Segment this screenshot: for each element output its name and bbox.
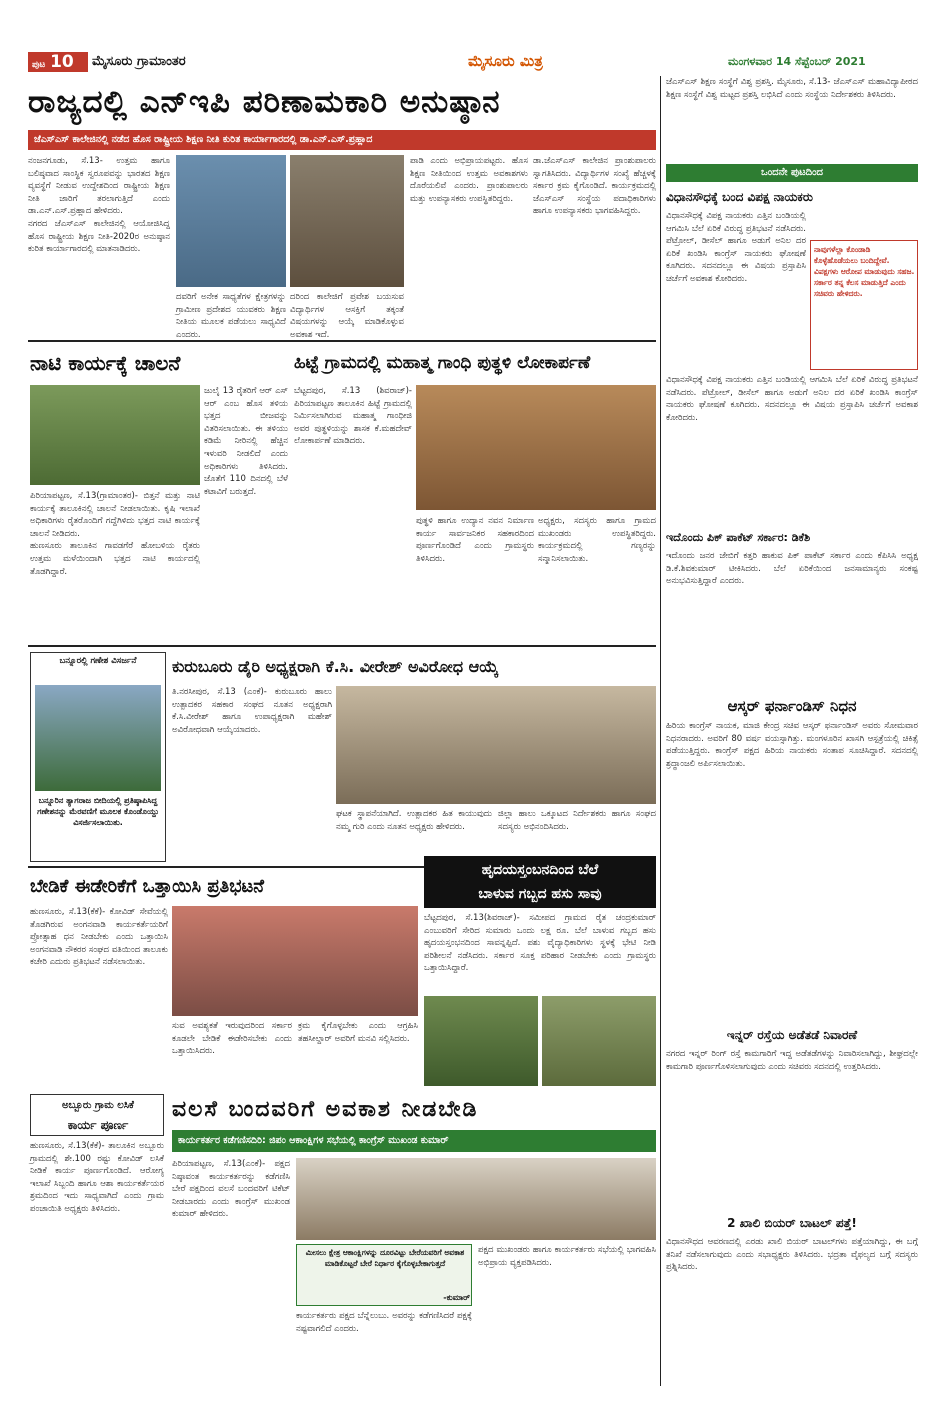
ring-road-body: ನಗರದ ಇನ್ನರ್ ರಿಂಗ್ ರಸ್ತೆ ಕಾಮಗಾರಿಗೆ ಇದ್ದ ಅಡೆತಡೆಗಳನ್ನು ನಿವಾರಿಸಲಾಗಿದ್ದು, ಶೀಘ್ರದಲ್ಲೇ ಕಾಮಗಾರಿ ಪೂರ್ಣಗೊಳಿಸಲಾಗುವುದು ಎಂದು ಸಚಿವರು ಸದನದಲ್ಲಿ ಉತ್ತರಿಸಿದರು. bbox=[666, 1049, 918, 1072]
lead-col3: ದರಿಂದ ಕಾಲೇಜಿಗೆ ಪ್ರವೇಶ ಬಯಸುವ ವಿದ್ಯಾರ್ಥಿಗಳ ಆಸಕ್ತಿಗೆ ತಕ್ಕಂತೆ ವಿಷಯಗಳನ್ನು ಆಯ್ಕೆ ಮಾಡಿಕೊಳ್ಳುವ ಅವಕಾಶ ಇದೆ. bbox=[290, 292, 404, 340]
paddy-body2: ಜುಲೈ 13 ರೈತರಿಗೆ ಆರ್ ಎಸ್ ಆರ್ ಎಂಬ ಹೊಸ ತಳಿಯ ಭತ್ತದ ಬೀಜವನ್ನು ವಿತರಿಸಲಾಯಿತು. ಈ ತಳಿಯು ಕಡಿಮೆ ನೀರಿನಲ್ಲಿ ಹೆಚ್ಚಿನ ಇಳುವರಿ ನೀಡಲಿದೆ ಎಂದು ಅಧಿಕಾರಿಗಳು ತಿಳಿಸಿದರು. ಜೊತೆಗೆ 110 ದಿನದಲ್ಲಿ ಬೆಳೆ ಕಟಾವಿಗೆ ಬರುತ್ತದೆ. bbox=[204, 386, 288, 497]
lead-col4: ಪಾಡಿ ಎಂದು ಅಭಿಪ್ರಾಯಪಟ್ಟರು. ಹೊಸ ಶಿಕ್ಷಣ ನೀತಿಯಿಂದ ಉತ್ತಮ ಅವಕಾಶಗಳು ದೊರೆಯಲಿವೆ ಎಂದರು. ಪ್ರಾಂಶುಪಾಲರು ಮತ್ತು ಉಪನ್ಯಾಸಕರು ಉಪಸ್ಥಿತರಿದ್ದರು. bbox=[410, 156, 528, 204]
lead-col5: ಡಾ.ಜೆಎಸ್‌ಎಸ್ ಕಾಲೇಜಿನ ಪ್ರಾಂಶುಪಾಲರು ಸ್ವಾಗತಿಸಿದರು. ವಿದ್ಯಾರ್ಥಿಗಳ ಸಂಖ್ಯೆ ಹೆಚ್ಚಳಕ್ಕೆ ಸರ್ಕಾರ ಕ್ರಮ ಕೈಗೊಂಡಿದೆ. ಕಾರ್ಯಕ್ರಮದಲ್ಲಿ ಜೆಎಸ್‌ಎಸ್ ಸಂಸ್ಥೆಯ ಪದಾಧಿಕಾರಿಗಳು ಹಾಗೂ ಉಪನ್ಯಾಸಕರು ಭಾಗವಹಿಸಿದ್ದರು. bbox=[533, 156, 656, 217]
ganesha-caption: ಬನ್ನೂರಿನ ತ್ಯಾಗರಾಜ ಬೀದಿಯಲ್ಲಿ ಪ್ರತಿಷ್ಠಾಪಿಸಿದ್ದ ಗಣೇಶನನ್ನು ಮೆರವಣಿಗೆ ಮೂಲಕ ಕೊಂಡೊಯ್ದು ವಿಸರ್ಜಿಸಲಾಯಿತು. bbox=[37, 796, 159, 827]
gandhi-photo bbox=[416, 385, 656, 510]
migrants-col3: ಪಕ್ಷದ ಮುಖಂಡರು ಹಾಗೂ ಕಾರ್ಯಕರ್ತರು ಸಭೆಯಲ್ಲಿ ಭಾಗವಹಿಸಿ ಅಭಿಪ್ರಾಯ ವ್ಯಕ್ತಪಡಿಸಿದರು. bbox=[478, 1245, 656, 1268]
abbur-headline-line1: ಅಬ್ಬೂರು ಗ್ರಾಮ ಲಸಿಕೆ bbox=[62, 1100, 134, 1111]
protest-col3: ಕ್ರಮ ಕೈಗೊಳ್ಳಬೇಕು ಎಂದು ಆಗ್ರಹಿಸಿ ತಹಸೀಲ್ದಾರ್ ಅವರಿಗೆ ಮನವಿ ಸಲ್ಲಿಸಿದರು. bbox=[298, 1021, 418, 1044]
migrants-col1: ಪಿರಿಯಾಪಟ್ಟಣ, ಸೆ.13(ಎಂಕೆ)- ಪಕ್ಷದ ನಿಷ್ಠಾವಂತ ಕಾರ್ಯಕರ್ತರನ್ನು ಕಡೆಗಣಿಸಿ ಬೇರೆ ಪಕ್ಷದಿಂದ ವಲಸೆ ಬಂದವರಿಗೆ ಟಿಕೆಟ್ ನೀಡಬಾರದು ಎಂದು ಕಾಂಗ್ರೆಸ್ ಮುಖಂಡ ಕುಮಾರ್ ಹೇಳಿದರು. bbox=[172, 1159, 290, 1220]
gandhi-col3: ಅಧ್ಯಕ್ಷರು, ಸದಸ್ಯರು ಹಾಗೂ ಗ್ರಾಮದ ಮುಖಂಡರು ಉಪಸ್ಥಿತರಿದ್ದರು. ಕಾರ್ಯಕ್ರಮದಲ್ಲಿ ಗಣ್ಯರನ್ನು ಸನ್ಮಾನಿಸಲಾಯಿತು. bbox=[538, 516, 656, 564]
paddy-body: ಪಿರಿಯಾಪಟ್ಟಣ, ಸೆ.13(ಗ್ರಾಮಾಂತರ)- ಬಿತ್ತನೆ ಮತ್ತು ನಾಟಿ ಕಾರ್ಯಕ್ಕೆ ತಾಲೂಕಿನಲ್ಲಿ ಚಾಲನೆ ನೀಡಲಾಯಿತು. ಕೃಷಿ ಇಲಾಖೆ ಅಧಿಕಾರಿಗಳು ರೈತರೊಂದಿಗೆ ಗದ್ದೆಗಿಳಿದು ಭತ್ತದ ನಾಟಿ ಕಾರ್ಯಕ್ಕೆ ಚಾಲನೆ ನೀಡಿದರು. ಹುಣಸೂರು ತಾಲೂಕಿನ ಗಾವಡಗೆರೆ ಹೋಬಳಿಯ ರೈತರು ಉತ್ತಮ ಮಳೆಯಿಂದಾಗಿ ಭತ್ತದ ನಾಟಿ ಕಾರ್ಯದಲ್ಲಿ ತೊಡಗಿದ್ದಾರೆ. bbox=[30, 491, 200, 577]
migrants-photo bbox=[296, 1158, 656, 1240]
dairy-headline: ಕುರುಬೂರು ಡೈರಿ ಅಧ್ಯಕ್ಷರಾಗಿ ಕೆ.ಸಿ. ವೀರೇಶ್ ಅವಿರೋಧ ಆಯ್ಕೆ bbox=[172, 657, 499, 676]
gandhi-headline: ಹಿಟ್ಟೆ ಗ್ರಾಮದಲ್ಲಿ ಮಹಾತ್ಮ ಗಾಂಧಿ ಪುತ್ಥಳಿ ಲೋಕಾರ್ಪಣೆ bbox=[294, 353, 591, 373]
cow-photo-2 bbox=[542, 996, 656, 1086]
ganesha-photo bbox=[35, 685, 161, 791]
dairy-col2: ಘಟಕ ಸ್ಥಾಪನೆಯಾಗಿದೆ. ಉತ್ಪಾದಕರ ಹಿತ ಕಾಯುವುದು ನಮ್ಮ ಗುರಿ ಎಂದು ನೂತನ ಅಧ್ಯಕ್ಷರು ಹೇಳಿದರು. bbox=[336, 809, 492, 832]
gandhi-col2: ಪುತ್ಥಳಿ ಹಾಗೂ ಉದ್ಯಾನ ನವನ ನಿರ್ಮಾಣ ಕಾರ್ಯ ಸಾರ್ವಜನಿಕರ ಸಹಕಾರದಿಂದ ಪೂರ್ಣಗೊಂಡಿದೆ ಎಂದು ಗ್ರಾಮಸ್ಥರು ತಿಳಿಸಿದರು. bbox=[416, 516, 534, 564]
abbur-body: ಹುಣಸೂರು, ಸೆ.13(ಕೆಕೆ)- ತಾಲೂಕಿನ ಅಬ್ಬೂರು ಗ್ರಾಮದಲ್ಲಿ ಶೇ.100 ರಷ್ಟು ಕೋವಿಡ್ ಲಸಿಕೆ ನೀಡಿಕೆ ಕಾರ್ಯ ಪೂರ್ಣಗೊಂಡಿದೆ. ಆರೋಗ್ಯ ಇಲಾಖೆ ಸಿಬ್ಬಂದಿ ಹಾಗೂ ಆಶಾ ಕಾರ್ಯಕರ್ತೆಯರ ಶ್ರಮದಿಂದ ಇದು ಸಾಧ್ಯವಾಗಿದೆ ಎಂದು ಗ್ರಾಮ ಪಂಚಾಯಿತಿ ಅಧ್ಯಕ್ಷರು ತಿಳಿಸಿದರು. bbox=[30, 1141, 164, 1214]
abbur-headline-box bbox=[30, 1094, 164, 1136]
masthead: ಮೈಸೂರು ಮಿತ್ರ bbox=[468, 52, 543, 70]
assembly-body-cont: ವಿಧಾನಸೌಧಕ್ಕೆ ವಿಪಕ್ಷ ನಾಯಕರು ಎತ್ತಿನ ಬಂಡಿಯಲ್ಲಿ ಆಗಮಿಸಿ ಬೆಲೆ ಏರಿಕೆ ವಿರುದ್ಧ ಪ್ರತಿಭಟನೆ ನಡೆಸಿದರು. ಪೆಟ್ರೋಲ್, ಡೀಸೆಲ್ ಹಾಗೂ ಅಡುಗೆ ಅನಿಲ ದರ ಏರಿಕೆ ಖಂಡಿಸಿ ಕಾಂಗ್ರೆಸ್ ನಾಯಕರು ಘೋಷಣೆ ಕೂಗಿದರು. ಸದನದಲ್ಲೂ ಈ ವಿಷಯ ಪ್ರಸ್ತಾಪಿಸಿ ಚರ್ಚೆಗೆ ಅವಕಾಶ ಕೋರಿದರು. bbox=[666, 375, 918, 423]
lead-headline: ರಾಜ್ಯದಲ್ಲಿ ಎನ್‌ಇಪಿ ಪರಿಣಾಮಕಾರಿ ಅನುಷ್ಠಾನ bbox=[28, 84, 501, 120]
paddy-photo bbox=[30, 385, 200, 485]
lead-photo-dais bbox=[290, 155, 404, 287]
divider bbox=[28, 340, 656, 342]
page-number-badge bbox=[28, 52, 88, 72]
dairy-photo bbox=[336, 686, 656, 804]
assembly-body: ವಿಧಾನಸೌಧಕ್ಕೆ ವಿಪಕ್ಷ ನಾಯಕರು ಎತ್ತಿನ ಬಂಡಿಯಲ್ಲಿ ಆಗಮಿಸಿ ಬೆಲೆ ಏರಿಕೆ ವಿರುದ್ಧ ಪ್ರತಿಭಟನೆ ನಡೆಸಿದರು. ಪೆಟ್ರೋಲ್, ಡೀಸೆಲ್ ಹಾಗೂ ಅಡುಗೆ ಅನಿಲ ದರ ಏರಿಕೆ ಖಂಡಿಸಿ ಕಾಂಗ್ರೆಸ್ ನಾಯಕರು ಘೋಷಣೆ ಕೂಗಿದರು. ಸದನದಲ್ಲೂ ಈ ವಿಷಯ ಪ್ರಸ್ತಾಪಿಸಿ ಚರ್ಚೆಗೆ ಅವಕಾಶ ಕೋರಿದರು. bbox=[666, 211, 806, 284]
divider bbox=[28, 645, 656, 647]
cow-headline-line2: ಬಾಳುವ ಗಬ್ಬದ ಹಸು ಸಾವು bbox=[478, 886, 602, 902]
date-line: ಮಂಗಳವಾರ 14 ಸೆಪ್ಟೆಂಬರ್ 2021 bbox=[728, 55, 866, 68]
assembly-headline: ವಿಧಾನಸೌಧಕ್ಕೆ ಬಂದ ವಿಪಕ್ಷ ನಾಯಕರು bbox=[666, 190, 813, 204]
protest-headline: ಬೇಡಿಕೆ ಈಡೇರಿಕೆಗೆ ಒತ್ತಾಯಿಸಿ ಪ್ರತಿಭಟನೆ bbox=[30, 876, 264, 897]
lead-col1: ನಂಜನಗೂಡು, ಸೆ.13- ಉತ್ತಮ ಹಾಗೂ ಬಲಿಷ್ಠವಾದ ಸಾಂಸ್ಥಿಕ ಸ್ವರೂಪವನ್ನು ಭಾರತದ ಶಿಕ್ಷಣ ವ್ಯವಸ್ಥೆಗೆ ನೀಡುವ ಉದ್ದೇಶದಿಂದ ರಾಷ್ಟ್ರೀಯ ಶಿಕ್ಷಣ ನೀತಿ ಜಾರಿಗೆ ತರಲಾಗುತ್ತಿದೆ ಎಂದು ಡಾ.ಎನ್.ಎಸ್.ಪ್ರಹ್ಲಾದ ಹೇಳಿದರು. ನಗರದ ಜೆಎಸ್‌ಎಸ್ ಕಾಲೇಜಿನಲ್ಲಿ ಆಯೋಜಿಸಿದ್ದ ಹೊಸ ರಾಷ್ಟ್ರೀಯ ಶಿಕ್ಷಣ ನೀತಿ-2020ರ ಅನುಷ್ಠಾನ ಕುರಿತ ಕಾರ್ಯಾಗಾರದಲ್ಲಿ ಮಾತನಾಡಿದರು. bbox=[28, 156, 170, 255]
cow-photo-1 bbox=[424, 996, 538, 1086]
page-header bbox=[28, 50, 918, 74]
lead-photo-speaker bbox=[176, 155, 286, 287]
abbur-headline-line2: ಕಾರ್ಯ ಪೂರ್ಣ bbox=[67, 1118, 129, 1132]
fernandes-body: ಹಿರಿಯ ಕಾಂಗ್ರೆಸ್ ನಾಯಕ, ಮಾಜಿ ಕೇಂದ್ರ ಸಚಿವ ಆಸ್ಕರ್ ಫರ್ನಾಂಡಿಸ್ ಅವರು ಸೋಮವಾರ ನಿಧನರಾದರು. ಅವರಿಗೆ 80 ವರ್ಷ ವಯಸ್ಸಾಗಿತ್ತು. ಮಂಗಳೂರಿನ ಖಾಸಗಿ ಆಸ್ಪತ್ರೆಯಲ್ಲಿ ಚಿಕಿತ್ಸೆ ಪಡೆಯುತ್ತಿದ್ದರು. ಕಾಂಗ್ರೆಸ್ ಪಕ್ಷದ ಹಿರಿಯ ನಾಯಕರು ಸಂತಾಪ ಸೂಚಿಸಿದ್ದಾರೆ. ಸದನದಲ್ಲಿ ಶ್ರದ್ಧಾಂಜಲಿ ಅರ್ಪಿಸಲಾಯಿತು. bbox=[666, 721, 918, 769]
lead-col2: ದವರಿಗೆ ಅನೇಕ ಸಾಧ್ಯತೆಗಳ ಕ್ಷೇತ್ರಗಳನ್ನು ಗ್ರಾಮೀಣ ಪ್ರದೇಶದ ಯುವಕರು ಶಿಕ್ಷಣ ನೀತಿಯ ಮೂಲಕ ಪಡೆಯಲು ಸಾಧ್ಯವಿದೆ ಎಂದರು. bbox=[176, 292, 286, 340]
fernandes-headline: ಆಸ್ಕರ್ ಫರ್ನಾಂಡಿಸ್ ನಿಧನ bbox=[727, 697, 857, 715]
migrants-quote-box bbox=[296, 1244, 472, 1306]
protest-col2: ಸುವ ಅವಶ್ಯಕತೆ ಇರುವುದರಿಂದ ಸರ್ಕಾರ ಕೂಡಲೇ ಬೇಡಿಕೆ ಈಡೇರಿಸಬೇಕು ಎಂದು ಒತ್ತಾಯಿಸಿದರು. bbox=[172, 1021, 292, 1057]
cow-headline-line1: ಹೃದಯಸ್ತಂಬನದಿಂದ ಬೆಲೆ bbox=[481, 862, 599, 878]
migrants-quote: ಮೀಸಲು ಕ್ಷೇತ್ರ ಆಕಾಂಕ್ಷಿಗಳನ್ನು ದೂರವಿಟ್ಟು ಬೇರೆಯವರಿಗೆ ಅವಕಾಶ ಮಾಡಿಕೊಟ್ಟರೆ ಬೇರೆ ನಿರ್ಧಾರ ಕೈಗೊಳ್ಳಬೇಕಾಗುತ್ತದೆ bbox=[305, 1248, 465, 1268]
migrants-col2: ಕಾರ್ಯಕರ್ತರು ಪಕ್ಷದ ಬೆನ್ನೆಲುಬು. ಅವರನ್ನು ಕಡೆಗಣಿಸಿದರೆ ಪಕ್ಷಕ್ಕೆ ನಷ್ಟವಾಗಲಿದೆ ಎಂದರು. bbox=[296, 1311, 472, 1334]
cow-headline-box bbox=[424, 856, 656, 908]
cow-body: ಬೆಟ್ಟದಪುರ, ಸೆ.13(ಶಿವರಾಜ್)- ಸಮೀಪದ ಗ್ರಾಮದ ರೈತ ಚಂದ್ರಕುಮಾರ್ ಎಂಬುವರಿಗೆ ಸೇರಿದ ಸುಮಾರು ಒಂದು ಲಕ್ಷ ರೂ. ಬೆಲೆ ಬಾಳುವ ಗಬ್ಬದ ಹಸು ಹೃದಯಸ್ತಂಭನದಿಂದ ಸಾವನ್ನಪ್ಪಿದೆ. ಪಶು ವೈದ್ಯಾಧಿಕಾರಿಗಳು ಸ್ಥಳಕ್ಕೆ ಭೇಟಿ ನೀಡಿ ಪರಿಶೀಲನೆ ನಡೆಸಿದರು. ಸರ್ಕಾರ ಸೂಕ್ತ ಪರಿಹಾರ ನೀಡಬೇಕು ಎಂದು ಗ್ರಾಮಸ್ಥರು ಒತ್ತಾಯಿಸಿದ್ದಾರೆ. bbox=[424, 913, 656, 974]
section-title: ಮೈಸೂರು ಗ್ರಾಮಾಂತರ bbox=[92, 54, 186, 69]
pickpocket-headline: ಇದೊಂದು ಪಿಕ್ ಪಾಕೆಟ್ ಸರ್ಕಾರ: ಡಿಕೆಶಿ bbox=[666, 531, 811, 544]
continued-label: ಒಂದನೇ ಪುಟದಿಂದ bbox=[666, 164, 918, 182]
ring-road-headline: ಇನ್ನರ್ ರಸ್ತೆಯ ಅಡೆತಡೆ ನಿವಾರಣೆ bbox=[726, 1028, 858, 1042]
pullquote-box bbox=[810, 240, 918, 370]
protest-col1: ಹುಣಸೂರು, ಸೆ.13(ಕೆಕೆ)- ಕೋವಿಡ್ ಸೇವೆಯಲ್ಲಿ ತೊಡಗಿರುವ ಅಂಗನವಾಡಿ ಕಾರ್ಯಕರ್ತೆಯರಿಗೆ ಪ್ರೋತ್ಸಾಹ ಧನ ನೀಡಬೇಕು ಎಂದು ಒತ್ತಾಯಿಸಿ ಅಂಗನವಾಡಿ ನೌಕರರ ಸಂಘದ ವತಿಯಿಂದ ತಾಲೂಕು ಕಚೇರಿ ಎದುರು ಪ್ರತಿಭಟನೆ ನಡೆಸಲಾಯಿತು. bbox=[30, 907, 168, 968]
ganesha-box bbox=[30, 652, 166, 862]
beer-headline: 2 ಖಾಲಿ ಬಿಯರ್ ಬಾಟಲ್ ಪತ್ತೆ! bbox=[727, 1216, 857, 1230]
gandhi-col1: ಬೆಟ್ಟದಪುರ, ಸೆ.13 (ಶಿವರಾಜ್)- ಪಿರಿಯಾಪಟ್ಟಣ ತಾಲೂಕಿನ ಹಿಟ್ಟೆ ಗ್ರಾಮದಲ್ಲಿ ನಿರ್ಮಿಸಲಾಗಿರುವ ಮಹಾತ್ಮ ಗಾಂಧೀಜಿ ಅವರ ಪುತ್ಥಳಿಯನ್ನು ಶಾಸಕ ಕೆ.ಮಹದೇವ್ ಲೋಕಾರ್ಪಣೆ ಮಾಡಿದರು. bbox=[294, 386, 412, 447]
pickpocket-body: ಇದೊಂದು ಜನರ ಜೇಬಿಗೆ ಕತ್ತರಿ ಹಾಕುವ ಪಿಕ್ ಪಾಕೆಟ್ ಸರ್ಕಾರ ಎಂದು ಕೆಪಿಸಿಸಿ ಅಧ್ಯಕ್ಷ ಡಿ.ಕೆ.ಶಿವಕುಮಾರ್ ಟೀಕಿಸಿದರು. ಬೆಲೆ ಏರಿಕೆಯಿಂದ ಜನಸಾಮಾನ್ಯರು ಸಂಕಷ್ಟ ಅನುಭವಿಸುತ್ತಿದ್ದಾರೆ ಎಂದರು. bbox=[666, 551, 918, 587]
ganesha-title: ಬನ್ನೂರಲ್ಲಿ ಗಣೇಶ ವಿಸರ್ಜನೆ bbox=[59, 656, 137, 666]
page-number: 10 bbox=[50, 52, 74, 72]
migrants-subheadline: ಕಾರ್ಯಕರ್ತರ ಕಡೆಗಣಿಸದಿರಿ: ಜಿಪಂ ಆಕಾಂಕ್ಷಿಗಳ ಸಭೆಯಲ್ಲಿ ಕಾಂಗ್ರೆಸ್ ಮುಖಂಡ ಕುಮಾರ್ bbox=[172, 1130, 656, 1152]
migrants-headline: ವಲಸೆ ಬಂದವರಿಗೆ ಅವಕಾಶ ನೀಡಬೇಡಿ bbox=[172, 1097, 479, 1122]
right-top-text: ಜೆಎಸ್ಎಸ್ ಶಿಕ್ಷಣ ಸಂಸ್ಥೆಗೆ ವಿಶ್ವ ಪ್ರಶಸ್ತಿ. ಮೈಸೂರು, ಸೆ.13- ಜೆಎಸ್ಎಸ್ ಮಹಾವಿದ್ಯಾಪೀಠದ ಶಿಕ್ಷಣ ಸಂಸ್ಥೆಗೆ ವಿಶ್ವ ಮಟ್ಟದ ಪ್ರಶಸ್ತಿ ಲಭಿಸಿದೆ ಎಂದು ಸಂಸ್ಥೆಯ ನಿರ್ದೇಶಕರು ತಿಳಿಸಿದರು. bbox=[666, 77, 918, 100]
migrants-quote-by: -ಕುಮಾರ್ bbox=[443, 1293, 470, 1302]
paddy-headline: ನಾಟಿ ಕಾರ್ಯಕ್ಕೆ ಚಾಲನೆ bbox=[30, 351, 181, 375]
dairy-col3: ಜಿಲ್ಲಾ ಹಾಲು ಒಕ್ಕೂಟದ ನಿರ್ದೇಶಕರು ಹಾಗೂ ಸಂಘದ ಸದಸ್ಯರು ಅಭಿನಂದಿಸಿದರು. bbox=[498, 809, 656, 832]
beer-body: ವಿಧಾನಸೌಧದ ಆವರಣದಲ್ಲಿ ಎರಡು ಖಾಲಿ ಬಿಯರ್ ಬಾಟಲ್‌ಗಳು ಪತ್ತೆಯಾಗಿದ್ದು, ಈ ಬಗ್ಗೆ ತನಿಖೆ ನಡೆಸಲಾಗುವುದು ಎಂದು ಸಭಾಧ್ಯಕ್ಷರು ತಿಳಿಸಿದರು. ಭದ್ರತಾ ವೈಫಲ್ಯದ ಬಗ್ಗೆ ಸದಸ್ಯರು ಪ್ರಶ್ನಿಸಿದರು. bbox=[666, 1237, 918, 1273]
pullquote: ನಾವುಗಳೆಲ್ಲಾ ಕೊಂಡಾಡಿ ಕೊಳ್ಳೆಹೊಡೆಯಲು ಬಂದಿದ್ದೇವೆ. ವಿಪಕ್ಷಗಳು ಆರೋಪ ಮಾಡುವುದು ಸಹಜ. ಸರ್ಕಾರ ತನ್ನ ಕೆಲಸ ಮಾಡುತ್ತಿದೆ ಎಂದು ಸಚಿವರು ಹೇಳಿದರು. bbox=[814, 245, 915, 298]
protest-photo bbox=[172, 906, 418, 1016]
column-divider bbox=[660, 76, 661, 1386]
dairy-col1: ತಿ.ನರಸೀಪುರ, ಸೆ.13 (ಎಂಕೆ)- ಕುರುಬೂರು ಹಾಲು ಉತ್ಪಾದಕರ ಸಹಕಾರ ಸಂಘದ ನೂತನ ಅಧ್ಯಕ್ಷರಾಗಿ ಕೆ.ಸಿ.ವೀರೇಶ್ ಹಾಗೂ ಉಪಾಧ್ಯಕ್ಷರಾಗಿ ಮಹೇಶ್ ಅವಿರೋಧವಾಗಿ ಆಯ್ಕೆಯಾದರು. bbox=[172, 687, 332, 735]
page-label: ಪುಟ bbox=[32, 60, 46, 70]
lead-subheadline: ಜೆಎಸ್‌ಎಸ್ ಕಾಲೇಜಿನಲ್ಲಿ ನಡೆದ ಹೊಸ ರಾಷ್ಟ್ರೀಯ ಶಿಕ್ಷಣ ನೀತಿ ಕುರಿತ ಕಾರ್ಯಾಗಾರದಲ್ಲಿ ಡಾ.ಎನ್.ಎಸ್.ಪ್ರಹ್ಲಾದ bbox=[28, 130, 656, 150]
